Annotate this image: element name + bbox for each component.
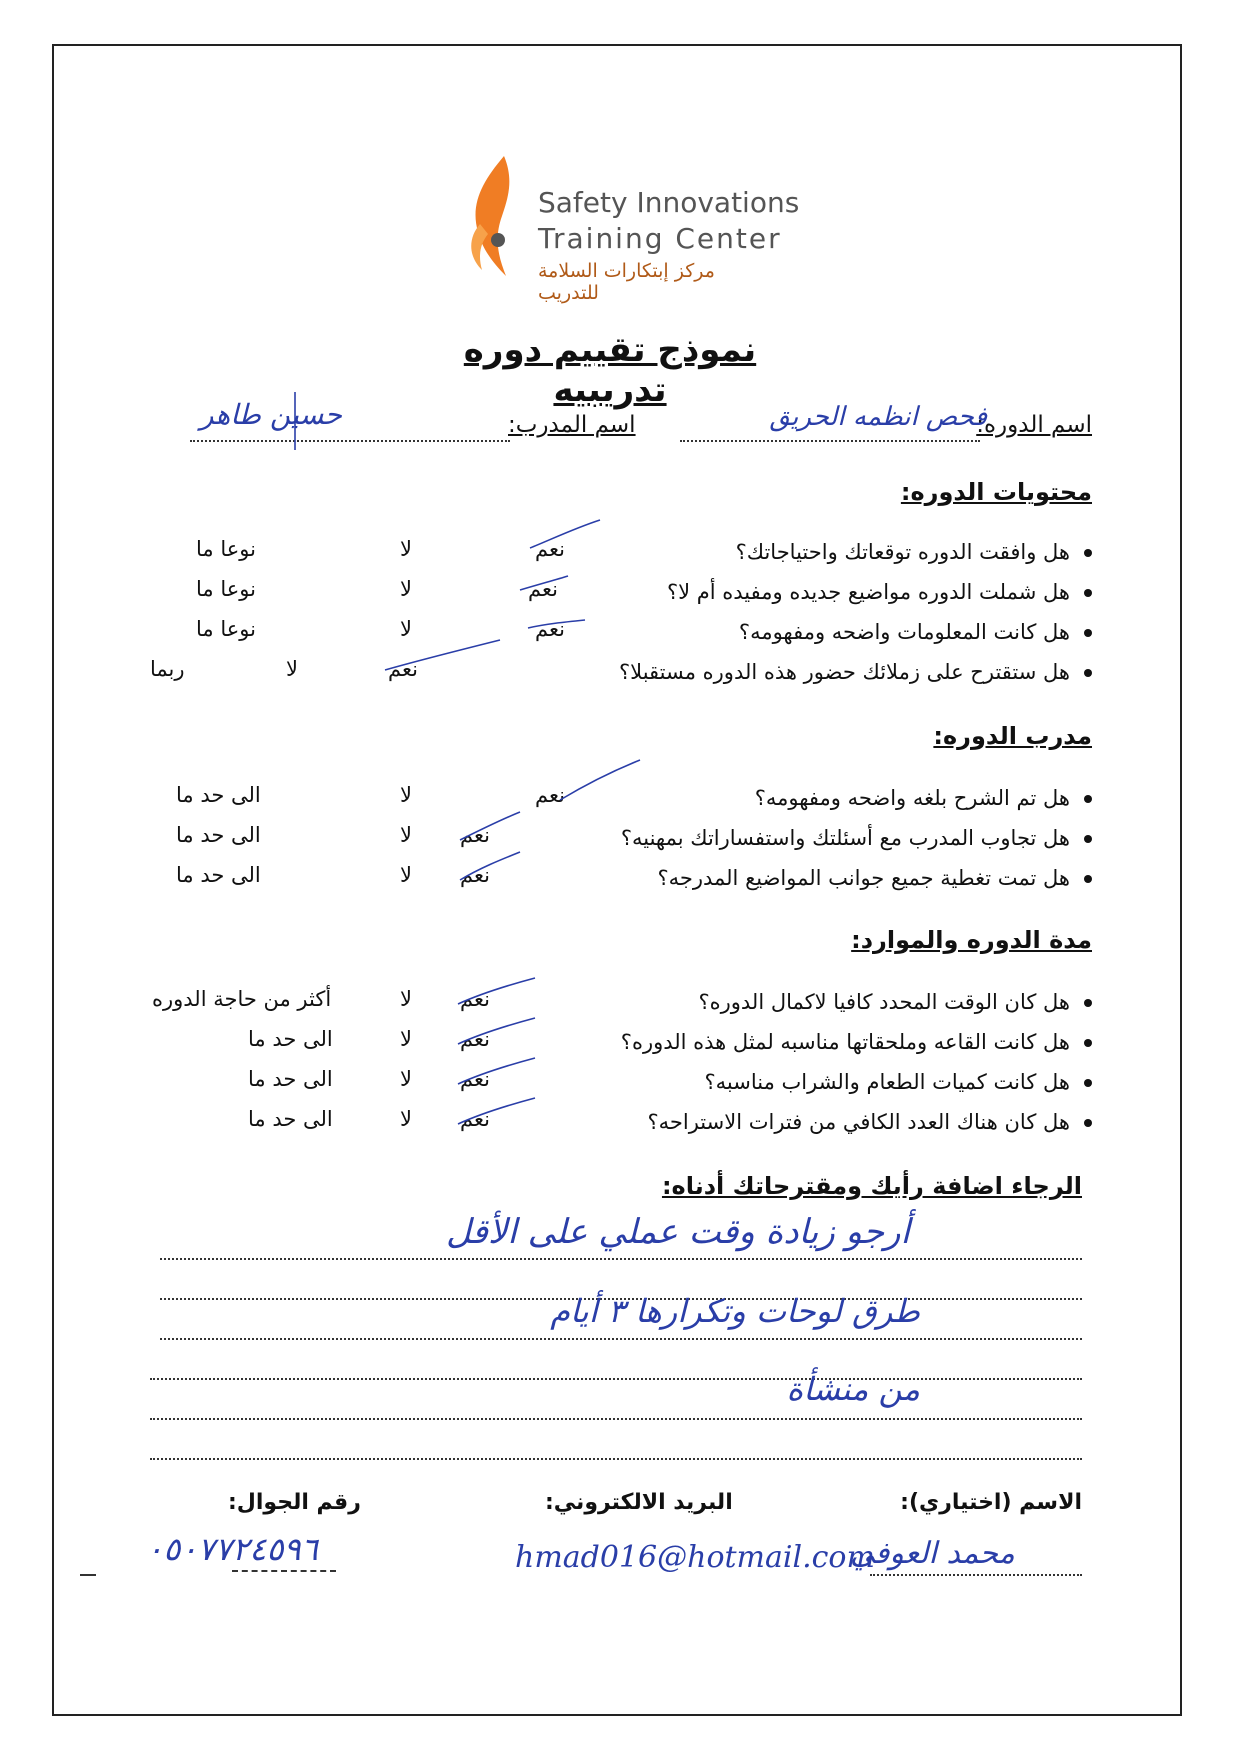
check-mark-icon: [458, 1018, 535, 1044]
check-mark-icon: [560, 760, 640, 800]
comment-handwritten-1[interactable]: أرجو زيادة وقت عملي على الأقل: [446, 1212, 910, 1252]
option-other[interactable]: نوعا ما: [196, 537, 256, 561]
comment-line: [150, 1458, 1082, 1460]
comment-line: [160, 1338, 1082, 1340]
question-text: هل تمت تغطية جميع جوانب المواضيع المدرجه؟: [657, 866, 1092, 890]
question-text: هل شملت الدوره مواضيع جديده ومفيده أم لا؟: [667, 580, 1092, 604]
phone-value[interactable]: ٠٥٠٧٧٢٤٥٩٦: [146, 1530, 318, 1568]
option-yes[interactable]: نعم: [528, 577, 558, 601]
email-label: البريد الالكتروني:: [545, 1490, 733, 1515]
question-text: هل كانت كميات الطعام والشراب مناسبه؟: [705, 1070, 1092, 1094]
option-yes[interactable]: نعم: [460, 987, 490, 1011]
option-no[interactable]: لا: [400, 617, 412, 641]
check-mark-icon: [530, 520, 600, 548]
phone-dots: [232, 1570, 336, 1572]
option-yes[interactable]: نعم: [460, 1027, 490, 1051]
option-no[interactable]: لا: [400, 783, 412, 807]
option-no[interactable]: لا: [400, 1107, 412, 1131]
option-yes[interactable]: نعم: [535, 537, 565, 561]
question-text: هل وافقت الدوره توقعاتك واحتياجاتك؟: [736, 540, 1092, 564]
option-no[interactable]: لا: [286, 657, 298, 681]
section-title-duration: مدة الدوره والموارد:: [851, 926, 1092, 954]
name-dots: [870, 1574, 1082, 1576]
check-mark-icon: [520, 576, 568, 590]
question-text: هل كانت القاعه وملحقاتها مناسبه لمثل هذه الدوره؟: [621, 1030, 1092, 1054]
option-other[interactable]: الى حد ما: [248, 1067, 333, 1091]
check-mark-icon: [460, 852, 520, 880]
option-other[interactable]: الى حد ما: [176, 783, 261, 807]
option-no[interactable]: لا: [400, 537, 412, 561]
option-yes[interactable]: نعم: [460, 1067, 490, 1091]
option-other[interactable]: نوعا ما: [196, 617, 256, 641]
option-no[interactable]: لا: [400, 1027, 412, 1051]
comment-handwritten-3[interactable]: من منشأة: [786, 1370, 920, 1408]
question-text: هل تم الشرح بلغه واضحه ومفهومه؟: [755, 786, 1092, 810]
option-no[interactable]: لا: [400, 577, 412, 601]
name-value[interactable]: محمد العوفي: [850, 1536, 1015, 1571]
check-mark-icon: [458, 978, 535, 1004]
option-other[interactable]: الى حد ما: [176, 863, 261, 887]
phone-label: رقم الجوال:: [228, 1490, 361, 1515]
name-label: الاسم (اختياري):: [900, 1490, 1082, 1515]
logo-line1: Safety Innovations: [538, 186, 800, 219]
option-yes[interactable]: نعم: [460, 1107, 490, 1131]
email-value[interactable]: hmad016@hotmail.com: [515, 1540, 875, 1575]
check-mark-icon: [528, 620, 585, 628]
comment-handwritten-2[interactable]: طرق لوحات وتكرارها ٣ أيام: [550, 1292, 920, 1330]
option-other[interactable]: الى حد ما: [248, 1107, 333, 1131]
option-yes[interactable]: نعم: [535, 617, 565, 641]
option-other[interactable]: نوعا ما: [196, 577, 256, 601]
trainer-label: اسم المدرب:: [508, 412, 636, 438]
option-no[interactable]: لا: [400, 823, 412, 847]
option-yes[interactable]: نعم: [460, 863, 490, 887]
question-text: هل تجاوب المدرب مع أسئلتك واستفساراتك بمهنيه؟: [621, 826, 1092, 850]
question-text: هل ستقترح على زملائك حضور هذه الدوره مستقبلا؟: [619, 660, 1092, 684]
check-mark-icon: [458, 1058, 535, 1084]
comment-line: [160, 1258, 1082, 1260]
option-no[interactable]: لا: [400, 987, 412, 1011]
trainer-value[interactable]: حسين طاهر: [200, 398, 342, 431]
section-title-content: محتويات الدوره:: [900, 478, 1092, 506]
question-text: هل كان هناك العدد الكافي من فترات الاستراحه؟: [647, 1110, 1092, 1134]
question-text: هل كان الوقت المحدد كافيا لاكمال الدوره؟: [698, 990, 1092, 1014]
option-yes[interactable]: نعم: [460, 823, 490, 847]
logo-arabic: مركز إبتكارات السلامة للتدريب: [538, 260, 715, 304]
option-other[interactable]: الى حد ما: [176, 823, 261, 847]
margin-dash: [80, 1574, 96, 1576]
option-other[interactable]: ربما: [150, 657, 185, 681]
question-text: هل كانت المعلومات واضحه ومفهومه؟: [739, 620, 1092, 644]
option-yes[interactable]: نعم: [535, 783, 565, 807]
check-mark-icon: [460, 812, 520, 840]
option-yes[interactable]: نعم: [388, 657, 418, 681]
option-no[interactable]: لا: [400, 863, 412, 887]
option-other[interactable]: أكثر من حاجة الدوره: [152, 987, 332, 1011]
comment-line: [150, 1378, 1082, 1380]
form-title: نموذج تقييم دوره تدريبيه: [463, 330, 757, 410]
option-other[interactable]: الى حد ما: [248, 1027, 333, 1051]
section-title-trainer: مدرب الدوره:: [933, 722, 1092, 750]
course-value[interactable]: فحص انظمه الحريق: [769, 402, 987, 432]
course-label: اسم الدوره:: [976, 412, 1092, 438]
option-no[interactable]: لا: [400, 1067, 412, 1091]
comment-line: [150, 1418, 1082, 1420]
logo-line2: Training Center: [538, 222, 782, 255]
comments-label: الرجاء اضافة رأيك ومقترحاتك أدناه:: [661, 1172, 1082, 1200]
check-mark-icon: [385, 640, 500, 670]
check-mark-icon: [458, 1098, 535, 1124]
